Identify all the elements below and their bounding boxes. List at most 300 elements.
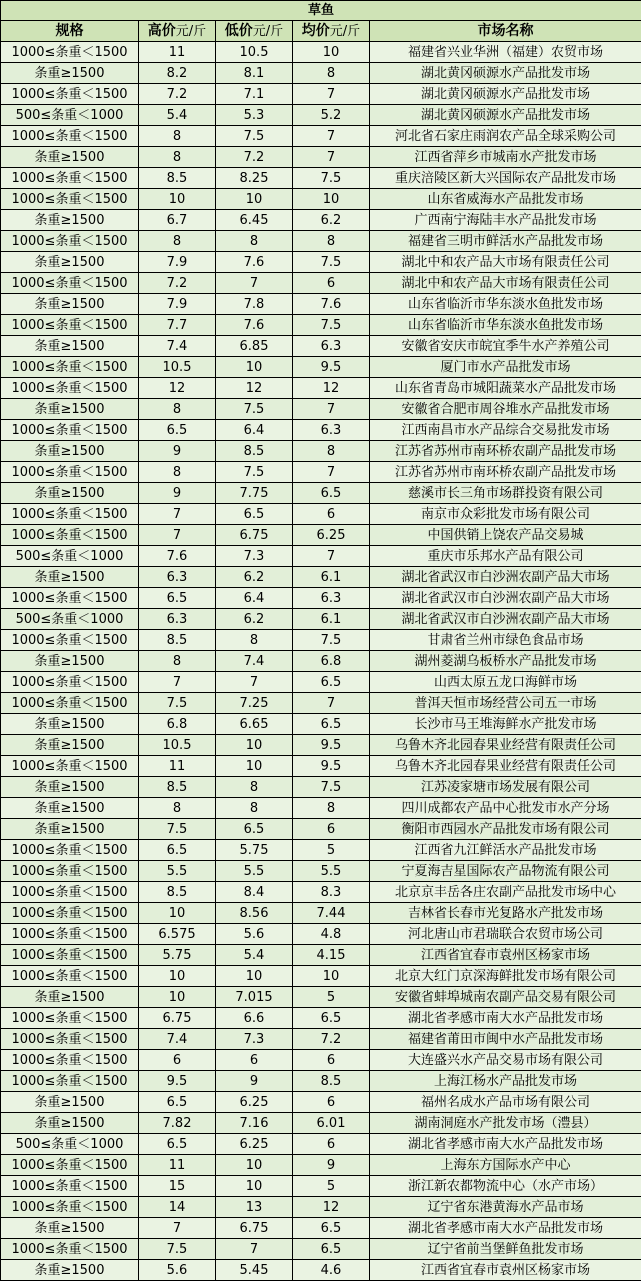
market-cell: 乌鲁木齐北园春果业经营有限责任公司 <box>370 756 641 777</box>
table-row <box>1 588 641 609</box>
spec-cell: 1000≤条重＜1500 <box>1 357 139 378</box>
table-row <box>1 1071 641 1092</box>
table-row <box>1 63 641 84</box>
low-price-cell: 8 <box>216 630 293 651</box>
low-price-cell: 6.5 <box>216 504 293 525</box>
high-price-cell: 10.5 <box>139 735 216 756</box>
high-price-cell: 7.9 <box>139 252 216 273</box>
low-price-cell: 8.4 <box>216 882 293 903</box>
low-price-cell: 7.1 <box>216 84 293 105</box>
table-row <box>1 672 641 693</box>
high-price-cell: 8.5 <box>139 630 216 651</box>
avg-price-cell: 7 <box>293 693 370 714</box>
table-row <box>1 609 641 630</box>
high-price-cell: 10.5 <box>139 357 216 378</box>
avg-price-cell: 4.8 <box>293 924 370 945</box>
low-price-cell: 8 <box>216 231 293 252</box>
market-cell: 厦门市水产品批发市场 <box>370 357 641 378</box>
high-price-cell: 8.5 <box>139 882 216 903</box>
spec-cell: 条重≥1500 <box>1 63 139 84</box>
header-spec: 规格 <box>1 21 139 42</box>
table-row <box>1 231 641 252</box>
table-row <box>1 1092 641 1113</box>
high-price-cell: 8.5 <box>139 777 216 798</box>
avg-price-cell: 7.44 <box>293 903 370 924</box>
high-price-cell: 10 <box>139 966 216 987</box>
table-row <box>1 1197 641 1218</box>
avg-price-cell: 6.2 <box>293 210 370 231</box>
avg-price-cell: 6.25 <box>293 525 370 546</box>
avg-price-cell: 6 <box>293 1092 370 1113</box>
spec-cell: 1000≤条重＜1500 <box>1 462 139 483</box>
spec-cell: 1000≤条重＜1500 <box>1 84 139 105</box>
low-price-cell: 7.3 <box>216 1029 293 1050</box>
avg-price-cell: 6.1 <box>293 609 370 630</box>
high-price-cell: 7.5 <box>139 819 216 840</box>
high-price-cell: 6.7 <box>139 210 216 231</box>
table-row <box>1 399 641 420</box>
avg-price-cell: 6.5 <box>293 672 370 693</box>
market-cell: 江西省宜春市袁州区杨家市场 <box>370 1260 641 1281</box>
avg-price-cell: 6.5 <box>293 1218 370 1239</box>
high-price-cell: 6.3 <box>139 609 216 630</box>
header-low-price: 低价元/斤 <box>216 21 293 42</box>
table-row <box>1 483 641 504</box>
spec-cell: 条重≥1500 <box>1 210 139 231</box>
spec-cell: 1000≤条重＜1500 <box>1 756 139 777</box>
high-price-cell: 6.5 <box>139 1134 216 1155</box>
high-price-cell: 6.75 <box>139 1008 216 1029</box>
avg-price-cell: 6 <box>293 273 370 294</box>
spec-cell: 条重≥1500 <box>1 1113 139 1134</box>
low-price-cell: 6.75 <box>216 525 293 546</box>
high-price-cell: 7.4 <box>139 336 216 357</box>
avg-price-cell: 5 <box>293 987 370 1008</box>
market-cell: 安徽省合肥市周谷堆水产品批发市场 <box>370 399 641 420</box>
market-cell: 辽宁省前当堡鲜鱼批发市场 <box>370 1239 641 1260</box>
header-avg-price: 均价元/斤 <box>293 21 370 42</box>
low-price-cell: 7.75 <box>216 483 293 504</box>
avg-price-cell: 6.5 <box>293 1239 370 1260</box>
table-row <box>1 567 641 588</box>
low-price-cell: 7.6 <box>216 315 293 336</box>
table-row <box>1 735 641 756</box>
market-cell: 衡阳市西园水产品批发市场有限公司 <box>370 819 641 840</box>
table-row <box>1 861 641 882</box>
table-row <box>1 84 641 105</box>
low-price-cell: 5.3 <box>216 105 293 126</box>
high-price-cell: 7.4 <box>139 1029 216 1050</box>
low-price-cell: 6.4 <box>216 588 293 609</box>
avg-price-cell: 7 <box>293 147 370 168</box>
avg-price-cell: 6.1 <box>293 567 370 588</box>
low-price-cell: 8.25 <box>216 168 293 189</box>
table-row <box>1 273 641 294</box>
spec-cell: 条重≥1500 <box>1 1218 139 1239</box>
high-price-cell: 6.5 <box>139 420 216 441</box>
table-row <box>1 294 641 315</box>
market-cell: 普洱天恒市场经营公司五一市场 <box>370 693 641 714</box>
table-row <box>1 42 641 63</box>
avg-price-cell: 9 <box>293 1155 370 1176</box>
avg-price-cell: 6.01 <box>293 1113 370 1134</box>
avg-price-cell: 6 <box>293 819 370 840</box>
spec-cell: 1000≤条重＜1500 <box>1 420 139 441</box>
high-price-cell: 8 <box>139 126 216 147</box>
table-row <box>1 1176 641 1197</box>
spec-cell: 1000≤条重＜1500 <box>1 42 139 63</box>
spec-cell: 500≤条重＜1000 <box>1 609 139 630</box>
market-cell: 南京市众彩批发市场有限公司 <box>370 504 641 525</box>
avg-price-cell: 7.5 <box>293 315 370 336</box>
table-row <box>1 1050 641 1071</box>
spec-cell: 1000≤条重＜1500 <box>1 630 139 651</box>
avg-price-cell: 7 <box>293 84 370 105</box>
spec-cell: 条重≥1500 <box>1 147 139 168</box>
low-price-cell: 6.6 <box>216 1008 293 1029</box>
spec-cell: 条重≥1500 <box>1 987 139 1008</box>
high-price-cell: 6.8 <box>139 714 216 735</box>
table-row <box>1 210 641 231</box>
market-cell: 江西省宜春市袁州区杨家市场 <box>370 945 641 966</box>
market-cell: 山东省临沂市华东淡水鱼批发市场 <box>370 315 641 336</box>
high-price-cell: 7 <box>139 672 216 693</box>
table-row <box>1 882 641 903</box>
market-cell: 湖北黄冈硕源水产品批发市场 <box>370 63 641 84</box>
spec-cell: 条重≥1500 <box>1 294 139 315</box>
spec-cell: 1000≤条重＜1500 <box>1 126 139 147</box>
avg-price-cell: 6.5 <box>293 483 370 504</box>
table-row <box>1 105 641 126</box>
avg-price-cell: 6 <box>293 504 370 525</box>
spec-cell: 条重≥1500 <box>1 252 139 273</box>
low-price-cell: 7.5 <box>216 462 293 483</box>
low-price-cell: 7.4 <box>216 651 293 672</box>
table-row <box>1 945 641 966</box>
spec-cell: 1000≤条重＜1500 <box>1 315 139 336</box>
spec-cell: 500≤条重＜1000 <box>1 546 139 567</box>
spec-cell: 1000≤条重＜1500 <box>1 924 139 945</box>
spec-cell: 1000≤条重＜1500 <box>1 693 139 714</box>
spec-cell: 1000≤条重＜1500 <box>1 231 139 252</box>
high-price-cell: 11 <box>139 1155 216 1176</box>
high-price-cell: 10 <box>139 189 216 210</box>
low-price-cell: 6.5 <box>216 819 293 840</box>
market-cell: 江苏省苏州市南环桥农副产品批发市场 <box>370 462 641 483</box>
avg-price-cell: 4.6 <box>293 1260 370 1281</box>
header-market: 市场名称 <box>370 21 641 42</box>
table-row <box>1 840 641 861</box>
market-cell: 上海江杨水产品批发市场 <box>370 1071 641 1092</box>
market-cell: 宁夏海吉星国际农产品物流有限公司 <box>370 861 641 882</box>
low-price-cell: 7.8 <box>216 294 293 315</box>
market-cell: 湖北省武汉市白沙洲农副产品大市场 <box>370 567 641 588</box>
table-row <box>1 924 641 945</box>
high-price-cell: 8 <box>139 399 216 420</box>
low-price-cell: 13 <box>216 1197 293 1218</box>
spec-cell: 1000≤条重＜1500 <box>1 1155 139 1176</box>
low-price-cell: 7.25 <box>216 693 293 714</box>
high-price-cell: 6.5 <box>139 840 216 861</box>
low-price-cell: 6.65 <box>216 714 293 735</box>
high-price-cell: 14 <box>139 1197 216 1218</box>
market-cell: 湖北黄冈硕源水产品批发市场 <box>370 105 641 126</box>
spec-cell: 条重≥1500 <box>1 651 139 672</box>
spec-cell: 1000≤条重＜1500 <box>1 840 139 861</box>
market-cell: 辽宁省东港黄海水产品市场 <box>370 1197 641 1218</box>
low-price-cell: 7.3 <box>216 546 293 567</box>
high-price-cell: 8.5 <box>139 168 216 189</box>
market-cell: 山西太原五龙口海鲜市场 <box>370 672 641 693</box>
avg-price-cell: 7.2 <box>293 1029 370 1050</box>
table-row <box>1 1239 641 1260</box>
low-price-cell: 6.4 <box>216 420 293 441</box>
avg-price-cell: 10 <box>293 966 370 987</box>
table-row <box>1 1155 641 1176</box>
low-price-cell: 5.75 <box>216 840 293 861</box>
spec-cell: 条重≥1500 <box>1 1092 139 1113</box>
table-row <box>1 336 641 357</box>
low-price-cell: 6.75 <box>216 1218 293 1239</box>
spec-cell: 1000≤条重＜1500 <box>1 1176 139 1197</box>
market-cell: 浙江新农都物流中心（水产市场） <box>370 1176 641 1197</box>
header-row <box>1 21 641 42</box>
avg-price-cell: 6.5 <box>293 714 370 735</box>
high-price-cell: 11 <box>139 756 216 777</box>
table-row <box>1 189 641 210</box>
low-price-cell: 10 <box>216 189 293 210</box>
low-price-cell: 10.5 <box>216 42 293 63</box>
market-cell: 湖北省武汉市白沙洲农副产品大市场 <box>370 609 641 630</box>
low-price-cell: 12 <box>216 378 293 399</box>
table-row <box>1 378 641 399</box>
avg-price-cell: 6.8 <box>293 651 370 672</box>
market-cell: 江苏凌家塘市场发展有限公司 <box>370 777 641 798</box>
market-cell: 湖北省孝感市南大水产品批发市场 <box>370 1134 641 1155</box>
spec-cell: 1000≤条重＜1500 <box>1 189 139 210</box>
table-row <box>1 420 641 441</box>
low-price-cell: 6.45 <box>216 210 293 231</box>
market-cell: 山东省临沂市华东淡水鱼批发市场 <box>370 294 641 315</box>
low-price-cell: 7 <box>216 1239 293 1260</box>
avg-price-cell: 12 <box>293 378 370 399</box>
spec-cell: 条重≥1500 <box>1 714 139 735</box>
table-row <box>1 315 641 336</box>
low-price-cell: 5.4 <box>216 945 293 966</box>
spec-cell: 1000≤条重＜1500 <box>1 945 139 966</box>
market-cell: 广西南宁海陆丰水产品批发市场 <box>370 210 641 231</box>
spec-cell: 条重≥1500 <box>1 777 139 798</box>
spec-cell: 1000≤条重＜1500 <box>1 588 139 609</box>
table-row <box>1 525 641 546</box>
table-row <box>1 693 641 714</box>
avg-price-cell: 7 <box>293 462 370 483</box>
table-row <box>1 462 641 483</box>
market-cell: 大连盛兴水产品交易市场有限公司 <box>370 1050 641 1071</box>
avg-price-cell: 7.5 <box>293 252 370 273</box>
low-price-cell: 10 <box>216 357 293 378</box>
market-cell: 江西南昌市水产品综合交易批发市场 <box>370 420 641 441</box>
spec-cell: 1000≤条重＜1500 <box>1 1197 139 1218</box>
low-price-cell: 8.5 <box>216 441 293 462</box>
spec-cell: 1000≤条重＜1500 <box>1 882 139 903</box>
market-cell: 安徽省蚌埠城南农副产品交易有限公司 <box>370 987 641 1008</box>
market-cell: 山东省威海水产品批发市场 <box>370 189 641 210</box>
spec-cell: 500≤条重＜1000 <box>1 105 139 126</box>
table-row <box>1 357 641 378</box>
spec-cell: 1000≤条重＜1500 <box>1 378 139 399</box>
low-price-cell: 6.2 <box>216 609 293 630</box>
market-cell: 安徽省安庆市皖宜季牛水产养殖公司 <box>370 336 641 357</box>
market-cell: 上海东方国际水产中心 <box>370 1155 641 1176</box>
high-price-cell: 8 <box>139 798 216 819</box>
spec-cell: 1000≤条重＜1500 <box>1 168 139 189</box>
low-price-cell: 7 <box>216 273 293 294</box>
high-price-cell: 7.9 <box>139 294 216 315</box>
spec-cell: 条重≥1500 <box>1 399 139 420</box>
spec-cell: 500≤条重＜1000 <box>1 1134 139 1155</box>
high-price-cell: 12 <box>139 378 216 399</box>
market-cell: 慈溪市长三角市场群投资有限公司 <box>370 483 641 504</box>
market-cell: 江苏省苏州市南环桥农副产品批发市场 <box>370 441 641 462</box>
avg-price-cell: 4.15 <box>293 945 370 966</box>
avg-price-cell: 6.3 <box>293 336 370 357</box>
table-row <box>1 1134 641 1155</box>
low-price-cell: 7.2 <box>216 147 293 168</box>
table-row <box>1 756 641 777</box>
avg-price-cell: 5 <box>293 840 370 861</box>
spec-cell: 条重≥1500 <box>1 798 139 819</box>
spec-cell: 1000≤条重＜1500 <box>1 525 139 546</box>
low-price-cell: 7.015 <box>216 987 293 1008</box>
high-price-cell: 5.5 <box>139 861 216 882</box>
avg-price-cell: 8 <box>293 231 370 252</box>
spec-cell: 1000≤条重＜1500 <box>1 903 139 924</box>
low-price-cell: 6.85 <box>216 336 293 357</box>
high-price-cell: 7.82 <box>139 1113 216 1134</box>
avg-price-cell: 6 <box>293 1050 370 1071</box>
table-row <box>1 714 641 735</box>
high-price-cell: 6.5 <box>139 1092 216 1113</box>
high-price-cell: 6 <box>139 1050 216 1071</box>
spec-cell: 条重≥1500 <box>1 567 139 588</box>
market-cell: 湖北省孝感市南大水产品批发市场 <box>370 1218 641 1239</box>
avg-price-cell: 6.3 <box>293 420 370 441</box>
avg-price-cell: 7 <box>293 126 370 147</box>
table-row <box>1 1029 641 1050</box>
high-price-cell: 8 <box>139 462 216 483</box>
avg-price-cell: 9.5 <box>293 735 370 756</box>
market-cell: 重庆涪陵区新大兴国际农产品批发市场 <box>370 168 641 189</box>
high-price-cell: 6.5 <box>139 588 216 609</box>
high-price-cell: 10 <box>139 987 216 1008</box>
spec-cell: 1000≤条重＜1500 <box>1 1071 139 1092</box>
market-cell: 重庆市乐邦水产品有限公司 <box>370 546 641 567</box>
low-price-cell: 6.2 <box>216 567 293 588</box>
table-row <box>1 441 641 462</box>
market-cell: 福州名成水产品市场有限公司 <box>370 1092 641 1113</box>
high-price-cell: 5.4 <box>139 105 216 126</box>
market-cell: 吉林省长春市光复路水产批发市场 <box>370 903 641 924</box>
avg-price-cell: 7.5 <box>293 777 370 798</box>
table-row <box>1 651 641 672</box>
table-row <box>1 546 641 567</box>
high-price-cell: 7.2 <box>139 273 216 294</box>
table-row <box>1 126 641 147</box>
low-price-cell: 7.5 <box>216 399 293 420</box>
high-price-cell: 7.2 <box>139 84 216 105</box>
low-price-cell: 10 <box>216 735 293 756</box>
low-price-cell: 7 <box>216 672 293 693</box>
avg-price-cell: 7.6 <box>293 294 370 315</box>
avg-price-cell: 5.2 <box>293 105 370 126</box>
avg-price-cell: 7 <box>293 399 370 420</box>
market-cell: 河北省石家庄雨润农产品全球采购公司 <box>370 126 641 147</box>
low-price-cell: 10 <box>216 966 293 987</box>
table-row <box>1 966 641 987</box>
high-price-cell: 9 <box>139 483 216 504</box>
low-price-cell: 5.5 <box>216 861 293 882</box>
header-high-price: 高价元/斤 <box>139 21 216 42</box>
avg-price-cell: 10 <box>293 42 370 63</box>
avg-price-cell: 8 <box>293 63 370 84</box>
market-cell: 四川成都农产品中心批发市水产分场 <box>370 798 641 819</box>
avg-price-cell: 10 <box>293 189 370 210</box>
market-cell: 北京京丰岳各庄农副产品批发市场中心 <box>370 882 641 903</box>
table-row <box>1 504 641 525</box>
spec-cell: 1000≤条重＜1500 <box>1 1239 139 1260</box>
spec-cell: 条重≥1500 <box>1 483 139 504</box>
low-price-cell: 7.16 <box>216 1113 293 1134</box>
market-cell: 湖北中和农产品大市场有限责任公司 <box>370 252 641 273</box>
market-cell: 江西省萍乡市城南水产批发市场 <box>370 147 641 168</box>
high-price-cell: 7 <box>139 1218 216 1239</box>
low-price-cell: 10 <box>216 1155 293 1176</box>
high-price-cell: 6.575 <box>139 924 216 945</box>
avg-price-cell: 7.5 <box>293 630 370 651</box>
avg-price-cell: 5 <box>293 1176 370 1197</box>
high-price-cell: 10 <box>139 903 216 924</box>
avg-price-cell: 8 <box>293 798 370 819</box>
low-price-cell: 8 <box>216 798 293 819</box>
market-cell: 湖北中和农产品大市场有限责任公司 <box>370 273 641 294</box>
high-price-cell: 11 <box>139 42 216 63</box>
high-price-cell: 7.7 <box>139 315 216 336</box>
high-price-cell: 9 <box>139 441 216 462</box>
spec-cell: 1000≤条重＜1500 <box>1 1050 139 1071</box>
avg-price-cell: 7 <box>293 546 370 567</box>
spec-cell: 1000≤条重＜1500 <box>1 861 139 882</box>
low-price-cell: 8.1 <box>216 63 293 84</box>
market-cell: 河北唐山市君瑞联合农贸市场公司 <box>370 924 641 945</box>
spec-cell: 条重≥1500 <box>1 441 139 462</box>
table-title: 草鱼 <box>1 1 641 21</box>
spec-cell: 条重≥1500 <box>1 735 139 756</box>
low-price-cell: 6 <box>216 1050 293 1071</box>
low-price-cell: 9 <box>216 1071 293 1092</box>
market-cell: 湖州菱湖乌板桥水产品批发市场 <box>370 651 641 672</box>
low-price-cell: 8.56 <box>216 903 293 924</box>
market-cell: 中国供销上饶农产品交易城 <box>370 525 641 546</box>
low-price-cell: 5.6 <box>216 924 293 945</box>
avg-price-cell: 7.5 <box>293 168 370 189</box>
low-price-cell: 7.5 <box>216 126 293 147</box>
spec-cell: 1000≤条重＜1500 <box>1 1008 139 1029</box>
table-row <box>1 630 641 651</box>
table-row <box>1 252 641 273</box>
market-cell: 湖北省孝感市南大水产品批发市场 <box>370 1008 641 1029</box>
spec-cell: 1000≤条重＜1500 <box>1 672 139 693</box>
